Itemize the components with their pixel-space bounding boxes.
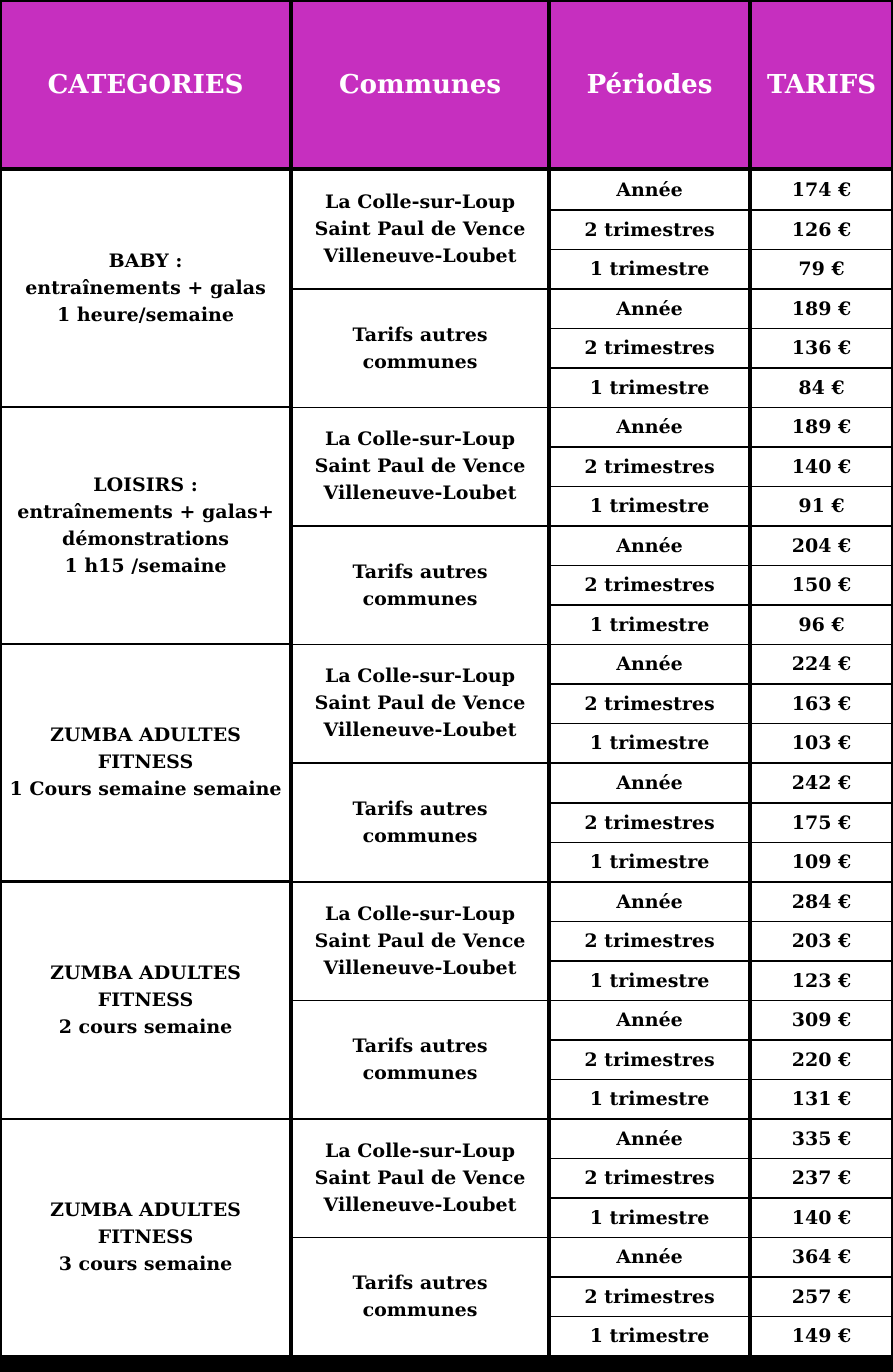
commune-name: Villeneuve-Loubet [323, 1194, 517, 1216]
price-cell: 220 € [752, 1041, 891, 1079]
category-line: 3 cours semaine [58, 1253, 233, 1275]
price-cell: 163 € [752, 685, 891, 723]
period-cell: 2 trimestres [551, 1159, 748, 1197]
period-cell: Année [551, 1238, 748, 1276]
price-cell: 284 € [752, 883, 891, 921]
price-cell: 175 € [752, 804, 891, 842]
category-line: ZUMBA ADULTES [50, 962, 241, 984]
price-cell: 309 € [752, 1001, 891, 1039]
category-line: BABY : [108, 250, 183, 272]
price-cell: 150 € [752, 566, 891, 604]
price-cell: 140 € [752, 448, 891, 486]
header-periodes: Périodes [551, 2, 748, 167]
period-cell: Année [551, 764, 748, 802]
period-cell: Année [551, 408, 748, 446]
price-cell: 123 € [752, 962, 891, 1000]
category-line: ZUMBA ADULTES [50, 1199, 241, 1221]
category-line: entraînements + galas [25, 277, 266, 299]
category-line: démonstrations [62, 527, 229, 550]
commune-name: Villeneuve-Loubet [323, 719, 517, 741]
price-cell: 91 € [752, 487, 891, 525]
price-cell: 174 € [752, 171, 891, 209]
communes-other-cell: Tarifs autres communes [293, 527, 547, 644]
period-cell: Année [551, 290, 748, 328]
commune-name: Saint Paul de Vence [314, 455, 526, 477]
category-line: FITNESS [97, 1226, 194, 1248]
communes-local-cell [293, 1120, 547, 1237]
commune-name: Saint Paul de Vence [314, 1167, 526, 1189]
category-cell [2, 171, 289, 406]
period-cell: Année [551, 1001, 748, 1039]
period-cell: 1 trimestre [551, 487, 748, 525]
period-cell: 1 trimestre [551, 606, 748, 644]
category-line: 1 heure/semaine [57, 304, 234, 326]
period-cell: 2 trimestres [551, 211, 748, 249]
commune-name: La Colle-sur-Loup [324, 191, 516, 213]
communes-local-cell [293, 883, 547, 1000]
period-cell: 1 trimestre [551, 1199, 748, 1237]
commune-name: La Colle-sur-Loup [324, 665, 516, 687]
price-cell: 335 € [752, 1120, 891, 1158]
communes-other-cell: Tarifs autres communes [293, 764, 547, 881]
commune-name: Villeneuve-Loubet [323, 245, 517, 267]
period-cell: 1 trimestre [551, 369, 748, 407]
communes-other-cell: Tarifs autres communes [293, 1001, 547, 1118]
period-cell: 1 trimestre [551, 843, 748, 881]
commune-name: Saint Paul de Vence [314, 930, 526, 952]
communes-local-cell [293, 171, 547, 288]
period-cell: 1 trimestre [551, 1080, 748, 1118]
category-line: ZUMBA ADULTES [50, 724, 241, 746]
period-cell: Année [551, 527, 748, 565]
price-cell: 224 € [752, 645, 891, 683]
price-cell: 96 € [752, 606, 891, 644]
category-cell [2, 883, 289, 1118]
period-cell: 2 trimestres [551, 566, 748, 604]
period-cell: 2 trimestres [551, 804, 748, 842]
commune-name: La Colle-sur-Loup [324, 903, 516, 925]
price-cell: 364 € [752, 1238, 891, 1276]
price-cell: 109 € [752, 843, 891, 881]
period-cell: Année [551, 1120, 748, 1158]
period-cell: Année [551, 645, 748, 683]
price-cell: 189 € [752, 290, 891, 328]
period-cell: 2 trimestres [551, 448, 748, 486]
commune-name: Saint Paul de Vence [314, 692, 526, 714]
commune-name: La Colle-sur-Loup [324, 1140, 516, 1162]
price-cell: 149 € [752, 1317, 891, 1355]
period-cell: 1 trimestre [551, 1317, 748, 1355]
price-cell: 79 € [752, 250, 891, 288]
price-cell: 257 € [752, 1278, 891, 1316]
category-line: 1 h15 /semaine [64, 554, 227, 577]
category-line: 2 cours semaine [58, 1016, 233, 1038]
price-cell: 237 € [752, 1159, 891, 1197]
price-cell: 204 € [752, 527, 891, 565]
category-cell [2, 645, 289, 880]
header-categories: CATEGORIES [2, 2, 289, 167]
period-cell: 2 trimestres [551, 1041, 748, 1079]
category-cell [2, 1120, 289, 1355]
period-cell: 1 trimestre [551, 962, 748, 1000]
price-cell: 131 € [752, 1080, 891, 1118]
commune-name: Villeneuve-Loubet [323, 482, 517, 504]
period-cell: Année [551, 171, 748, 209]
price-cell: 242 € [752, 764, 891, 802]
header-communes: Communes [293, 2, 547, 167]
category-line: LOISIRS : [93, 473, 198, 496]
commune-name: Saint Paul de Vence [314, 218, 526, 240]
category-line: FITNESS [97, 751, 194, 773]
period-cell: 2 trimestres [551, 922, 748, 960]
category-cell [2, 408, 289, 643]
period-cell: 1 trimestre [551, 724, 748, 762]
commune-name: La Colle-sur-Loup [324, 428, 516, 450]
price-cell: 126 € [752, 211, 891, 249]
period-cell: 2 trimestres [551, 1278, 748, 1316]
period-cell: 1 trimestre [551, 250, 748, 288]
price-cell: 203 € [752, 922, 891, 960]
category-line: FITNESS [97, 989, 194, 1011]
communes-other-cell: Tarifs autres communes [293, 1238, 547, 1355]
period-cell: 2 trimestres [551, 329, 748, 367]
price-cell: 140 € [752, 1199, 891, 1237]
price-cell: 103 € [752, 724, 891, 762]
commune-name: Villeneuve-Loubet [323, 957, 517, 979]
price-cell: 189 € [752, 408, 891, 446]
period-cell: 2 trimestres [551, 685, 748, 723]
category-line: 1 Cours semaine semaine [9, 778, 282, 800]
communes-local-cell [293, 645, 547, 762]
price-cell: 84 € [752, 369, 891, 407]
price-cell: 136 € [752, 329, 891, 367]
category-line: entraînements + galas+ [17, 500, 274, 523]
communes-local-cell [293, 408, 547, 525]
period-cell: Année [551, 883, 748, 921]
header-tarifs: TARIFS [752, 2, 891, 167]
communes-other-cell: Tarifs autres communes [293, 290, 547, 407]
